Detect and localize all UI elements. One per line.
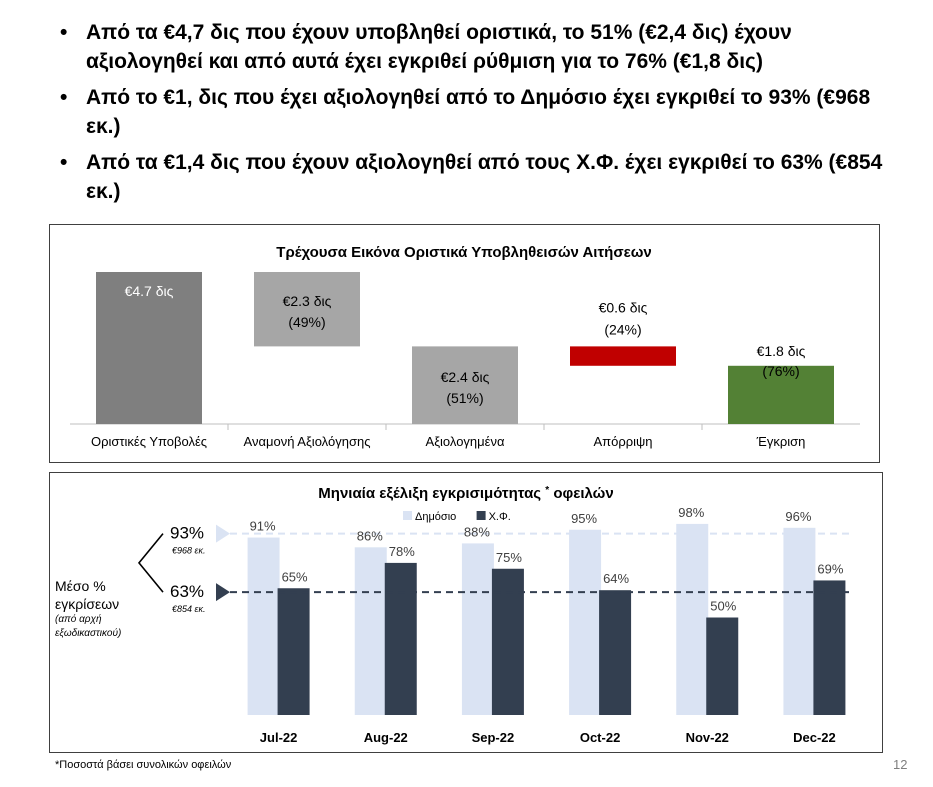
waterfall-value-label: €2.4 δις [440,369,490,386]
monthly-value-label: 65% [281,569,308,585]
reference-sub-label: €854 εκ. [172,604,206,615]
month-label: Jul-22 [259,730,298,745]
waterfall-category-label: Αξιολογημένα [425,434,505,449]
monthly-chart-title: Μηνιαία εξέλιξη εγκρισιμότητας * οφειλών [318,484,614,502]
legend-swatch [477,511,486,520]
monthly-bar [783,528,815,715]
monthly-value-label: 98% [678,504,705,520]
legend-label: Δημόσιο [415,511,457,523]
month-label: Oct-22 [579,730,621,745]
waterfall-percent-label: (51%) [446,390,484,407]
monthly-bar [599,590,631,715]
reference-line-arrow [216,525,230,543]
waterfall-percent-label: (24%) [604,321,642,338]
reference-value-label: 93% [170,523,205,543]
monthly-value-label: 69% [817,561,844,577]
waterfall-percent-label: (49%) [288,314,326,331]
monthly-value-label: 91% [249,518,276,534]
monthly-value-label: 88% [463,524,490,540]
monthly-value-label: 64% [603,571,630,587]
monthly-bar [813,580,845,715]
footnote: *Ποσοστά βάσει συνολικών οφειλών [55,759,232,771]
waterfall-value-label: €1.8 δις [756,342,806,359]
waterfall-category-label: Αναμονή Αξιολόγησης [243,434,371,449]
waterfall-percent-label: (76%) [762,362,800,379]
monthly-bar [462,543,494,715]
reference-line-arrow [216,583,230,601]
monthly-value-label: 50% [710,598,737,614]
monthly-value-label: 75% [495,549,522,565]
monthly-value-label: 86% [356,528,383,544]
monthly-value-label: 78% [388,543,415,559]
month-label: Sep-22 [471,730,515,745]
waterfall-bar [570,346,676,365]
monthly-bar [278,588,310,715]
reference-value-label: 63% [170,582,205,602]
legend-swatch [403,511,412,520]
bracket-connector [139,534,163,593]
monthly-bar [676,524,708,715]
reference-sub-label: €968 εκ. [172,545,206,556]
waterfall-chart-title: Τρέχουσα Εικόνα Οριστικά Υποβληθεισών Αιτήσεων [276,244,652,261]
month-label: Nov-22 [685,730,729,745]
bullet-item: • Από τα €4,7 δις που έχουν υποβληθεί οριστικά, το 51% (€2,4 δις) έχουν αξιολογηθεί και από αυτά έχει εγκριθεί ρύθμιση για το 76% (€1,8 δις) [60,18,900,76]
monthly-bar [385,563,417,715]
month-label: Aug-22 [363,730,408,745]
bullet-dot: • [60,151,68,174]
monthly-bar [706,618,738,716]
monthly-value-label: 95% [571,510,598,526]
bullet-item: • Από το €1, δις που έχει αξιολογηθεί από το Δημόσιο έχει εγκριθεί το 93% (€968 εκ.) [60,83,900,141]
monthly-value-label: 96% [785,508,812,524]
monthly-bar [492,569,524,715]
waterfall-value-label: €0.6 δις [598,299,648,316]
legend-label: Χ.Φ. [488,511,511,523]
monthly-bar [569,530,601,715]
bullet-item: • Από τα €1,4 δις που έχουν αξιολογηθεί από τους Χ.Φ. έχει εγκριθεί το 63% (€854 εκ.) [60,148,900,206]
page-number: 12 [893,757,908,772]
bullet-dot: • [60,21,68,44]
monthly-bar [248,538,280,715]
monthly-bar [355,547,387,715]
waterfall-value-label: €2.3 δις [282,293,332,310]
waterfall-category-label: Οριστικές Υποβολές [90,434,208,449]
waterfall-category-label: Έγκριση [756,434,806,449]
average-approval-label: Μέσο % εγκρίσεων (από αρχή εξωδικαστικού) [55,578,122,639]
waterfall-category-label: Απόρριψη [593,434,653,449]
month-label: Dec-22 [793,730,836,745]
waterfall-value-label: €4.7 δις [124,283,174,299]
bullet-dot: • [60,86,68,109]
